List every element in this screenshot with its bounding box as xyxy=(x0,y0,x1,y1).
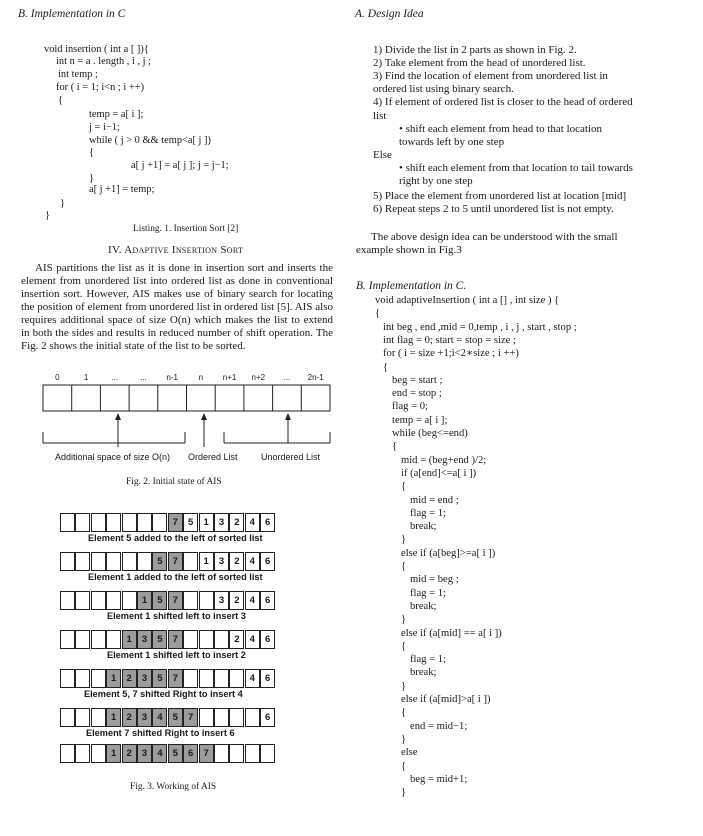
grid-cell: 4 xyxy=(245,552,260,571)
grid-cell xyxy=(91,744,106,763)
design-step: right by one step xyxy=(399,175,473,187)
design-step: • shift each element from head to that location xyxy=(399,123,603,135)
code-line: beg = mid+1; xyxy=(410,773,468,785)
grid-cell xyxy=(137,513,152,532)
grid-cell: 6 xyxy=(183,744,198,763)
grid-cell: 1 xyxy=(106,708,121,727)
code-line: { xyxy=(401,561,407,572)
array-cell-dividers xyxy=(72,385,302,411)
grid-cell: 6 xyxy=(260,669,275,688)
grid-cell: 1 xyxy=(106,744,121,763)
grid-cell xyxy=(60,630,75,649)
design-step: 5) Place the element from unordered list at location [mid] xyxy=(373,190,627,202)
grid-cell: 3 xyxy=(137,744,152,763)
code-line: beg = start ; xyxy=(392,374,443,386)
grid-cell xyxy=(260,744,275,763)
grid-cell: 2 xyxy=(229,591,244,610)
design-summary-line1: The above design idea can be understood with the small xyxy=(371,231,618,243)
code-line: void adaptiveInsertion ( int a [] , int size ) { xyxy=(375,295,560,306)
code-line: end = mid−1; xyxy=(410,720,468,732)
grid-cell: 1 xyxy=(137,591,152,610)
arrow-additional-head xyxy=(115,413,121,420)
code-line: flag = 0; xyxy=(392,401,428,413)
grid-cell xyxy=(91,630,106,649)
code-line: void insertion ( int a [ ]){ xyxy=(44,44,149,55)
code-line: temp = a[ i ]; xyxy=(89,109,144,120)
grid-cell xyxy=(183,552,198,571)
code-line: a[ j +1] = temp; xyxy=(89,184,155,195)
grid-cell xyxy=(122,552,137,571)
grid-cell: 3 xyxy=(214,513,229,532)
array-index-label: ... xyxy=(283,373,291,382)
label-additional-space: Additional space of size O(n) xyxy=(55,452,171,462)
grid-cell xyxy=(122,513,137,532)
grid-cell xyxy=(75,708,90,727)
grid-cell xyxy=(75,513,90,532)
code-line: int temp ; xyxy=(58,69,98,80)
code-line: } xyxy=(401,787,407,799)
grid-cell: 7 xyxy=(199,744,214,763)
grid-cell xyxy=(60,591,75,610)
code-line: j = i−1; xyxy=(89,122,120,133)
grid-cell: 7 xyxy=(168,591,183,610)
code-line: int n = a . length , i , j ; xyxy=(56,56,152,67)
code-line: else xyxy=(401,747,418,759)
code-line: break; xyxy=(410,667,437,679)
code-line: { xyxy=(383,361,389,373)
code-line: { xyxy=(58,95,63,106)
grid-cell: 7 xyxy=(168,513,183,532)
array-index-label: 0 xyxy=(55,373,60,382)
code-line: for ( i = size +1;i<2∗size ; i ++) xyxy=(383,348,519,360)
grid-cell: 2 xyxy=(229,513,244,532)
grid-cell: 6 xyxy=(260,591,275,610)
array-index-label: n xyxy=(198,373,204,382)
row-caption: Element 1 shifted left to insert 2 xyxy=(107,650,246,660)
grid-cell xyxy=(106,552,121,571)
grid-cell xyxy=(60,708,75,727)
grid-cell: 5 xyxy=(183,513,198,532)
design-summary-line2: example shown in Fig.3 xyxy=(356,244,462,256)
row-caption: Element 5 added to the left of sorted list xyxy=(88,533,263,543)
row-caption: Element 1 added to the left of sorted list xyxy=(88,572,263,582)
code-line: temp = a[ i ]; xyxy=(392,414,448,426)
code-line: mid = beg ; xyxy=(410,574,459,586)
grid-cell: 2 xyxy=(229,630,244,649)
code-line: for ( i = 1; i<n ; i ++) xyxy=(56,82,145,93)
code-line: else if (a[mid] == a[ i ]) xyxy=(401,627,502,639)
design-step: 1) Divide the list in 2 parts as shown in Fig. 2. xyxy=(373,44,577,56)
section-heading-design-idea: A. Design Idea xyxy=(355,8,424,20)
grid-cell xyxy=(214,669,229,688)
grid-cell xyxy=(91,552,106,571)
grid-cell: 2 xyxy=(122,708,137,727)
grid-cell: 6 xyxy=(260,708,275,727)
arrow-ordered-head xyxy=(201,413,207,420)
grid-cell: 4 xyxy=(245,669,260,688)
grid-cell xyxy=(199,669,214,688)
grid-cell xyxy=(75,630,90,649)
grid-cell: 5 xyxy=(152,630,167,649)
design-step: 3) Find the location of element from unordered list in xyxy=(373,70,608,82)
grid-cell: 7 xyxy=(168,669,183,688)
grid-cell xyxy=(199,630,214,649)
code-line: } xyxy=(401,680,407,692)
code-line: } xyxy=(401,534,407,546)
code-line: else if (a[beg]>=a[ i ]) xyxy=(401,547,496,559)
grid-cell xyxy=(60,552,75,571)
code-line: { xyxy=(392,441,398,453)
array-index-label: n-1 xyxy=(166,373,178,382)
ais-paragraph: AIS partitions the list as it is done in insertion sort and inserts the element from unordered list into ordered list as done in conventional insertion sort. However, AIS makes use of binary search for locating the position of element from unordered list in ordered list [5]. AIS also requires additional space of size O(n) which makes the list to extend in both the sides and results in reduced number of shift operation. The Fig. 2 shows the initial state of the list to be sorted. xyxy=(21,262,333,352)
grid-cell: 2 xyxy=(229,552,244,571)
grid-cell: 7 xyxy=(168,630,183,649)
grid-cell xyxy=(183,591,198,610)
code-line: } xyxy=(45,210,50,221)
code-line: { xyxy=(401,640,407,652)
grid-cell: 2 xyxy=(122,744,137,763)
design-step: 4) If element of ordered list is closer to the head of ordered xyxy=(373,96,633,108)
grid-cell: 3 xyxy=(214,552,229,571)
code-line: { xyxy=(89,147,94,158)
section-heading-implementation: B. Implementation in C xyxy=(18,8,126,20)
grid-cell xyxy=(60,744,75,763)
code-line: mid = end ; xyxy=(410,494,459,506)
label-unordered-list: Unordered List xyxy=(261,452,321,462)
grid-cell: 4 xyxy=(245,591,260,610)
grid-cell xyxy=(91,591,106,610)
grid-cell: 3 xyxy=(137,708,152,727)
grid-cell xyxy=(245,744,260,763)
grid-cell: 4 xyxy=(245,630,260,649)
grid-cell xyxy=(106,630,121,649)
code-line: } xyxy=(60,198,65,209)
design-step: Else xyxy=(373,149,392,161)
grid-cell: 5 xyxy=(152,669,167,688)
grid-cell: 6 xyxy=(260,552,275,571)
code-line: while (beg<=end) xyxy=(392,428,468,439)
array-index-label: n+1 xyxy=(222,373,237,382)
grid-cell: 6 xyxy=(260,513,275,532)
section-heading-adaptive-insertion-sort: IV. Adaptive Insertion Sort xyxy=(108,244,244,256)
grid-cell xyxy=(60,513,75,532)
design-step: 6) Repeat steps 2 to 5 until unordered list is not empty. xyxy=(373,203,614,215)
grid-cell: 7 xyxy=(168,552,183,571)
code-line: } xyxy=(401,614,407,626)
label-ordered-list: Ordered List xyxy=(188,452,238,462)
section-heading-implementation-right: B. Implementation in C. xyxy=(356,280,467,292)
grid-cell: 5 xyxy=(168,708,183,727)
code-line: mid = (beg+end )/2; xyxy=(401,454,487,466)
array-index-label: n+2 xyxy=(251,373,266,382)
grid-cell xyxy=(91,708,106,727)
code-line: { xyxy=(401,481,407,493)
grid-cell: 4 xyxy=(152,744,167,763)
code-line: a[ j +1] = a[ j ]; j = j−1; xyxy=(131,160,229,171)
grid-cell xyxy=(75,744,90,763)
design-step: 2) Take element from the head of unordered list. xyxy=(373,57,586,69)
array-index-label: ... xyxy=(140,373,147,382)
grid-cell: 3 xyxy=(137,630,152,649)
grid-cell xyxy=(214,708,229,727)
code-line: { xyxy=(375,308,381,320)
grid-cell xyxy=(91,669,106,688)
figure-3-caption: Fig. 3. Working of AIS xyxy=(130,782,217,792)
code-line: int flag = 0; start = stop = size ; xyxy=(383,334,516,346)
grid-cell xyxy=(183,630,198,649)
grid-cell xyxy=(91,513,106,532)
grid-cell xyxy=(229,708,244,727)
grid-cell: 5 xyxy=(152,552,167,571)
code-line: { xyxy=(401,707,407,719)
grid-cell xyxy=(122,591,137,610)
grid-cell xyxy=(75,591,90,610)
code-line: else if (a[mid]>a[ i ]) xyxy=(401,694,491,705)
grid-cell: 3 xyxy=(214,591,229,610)
grid-cell xyxy=(183,669,198,688)
grid-cell xyxy=(60,669,75,688)
design-step: towards left by one step xyxy=(399,136,505,148)
grid-cell: 6 xyxy=(260,630,275,649)
array-index-label: ... xyxy=(111,373,119,382)
grid-cell: 5 xyxy=(152,591,167,610)
grid-cell xyxy=(199,708,214,727)
grid-cell xyxy=(199,591,214,610)
grid-cell xyxy=(229,744,244,763)
row-caption: Element 1 shifted left to insert 3 xyxy=(107,611,246,621)
code-line: end = stop ; xyxy=(392,388,442,400)
code-line: flag = 1; xyxy=(410,654,446,666)
grid-cell: 1 xyxy=(122,630,137,649)
code-line: } xyxy=(401,733,407,745)
code-line: } xyxy=(89,173,94,184)
code-line: break; xyxy=(410,521,437,533)
grid-cell: 5 xyxy=(168,744,183,763)
arrow-unordered-head xyxy=(285,413,291,420)
design-step: list xyxy=(373,110,387,122)
code-line: flag = 1; xyxy=(410,507,446,519)
grid-cell: 1 xyxy=(199,552,214,571)
design-step: ordered list using binary search. xyxy=(373,83,514,95)
grid-cell xyxy=(152,513,167,532)
grid-cell xyxy=(106,513,121,532)
array-index-label: 1 xyxy=(83,373,89,382)
grid-cell xyxy=(75,669,90,688)
code-line: while ( j > 0 && temp<a[ j ]) xyxy=(89,135,211,146)
grid-cell: 7 xyxy=(183,708,198,727)
code-line: int beg , end ,mid = 0,temp , i , j , start , stop ; xyxy=(383,321,577,333)
grid-cell xyxy=(245,708,260,727)
grid-cell: 4 xyxy=(245,513,260,532)
grid-cell xyxy=(137,552,152,571)
code-line: break; xyxy=(410,600,437,612)
row-caption: Element 5, 7 shifted Right to insert 4 xyxy=(84,689,243,699)
grid-cell: 3 xyxy=(137,669,152,688)
grid-cell: 1 xyxy=(199,513,214,532)
grid-cell xyxy=(229,669,244,688)
grid-cell xyxy=(106,591,121,610)
grid-cell xyxy=(214,744,229,763)
grid-cell: 4 xyxy=(152,708,167,727)
code-line: if (a[end]<=a[ i ]) xyxy=(401,467,477,479)
grid-cell xyxy=(75,552,90,571)
code-line: { xyxy=(401,760,407,772)
array-index-label: 2n-1 xyxy=(307,373,324,382)
listing1-caption: Listing. 1. Insertion Sort [2] xyxy=(133,224,239,234)
design-step: • shift each element from that location to tail towards xyxy=(399,162,633,174)
grid-cell: 1 xyxy=(106,669,121,688)
row-caption: Element 7 shifted Right to insert 6 xyxy=(86,728,235,738)
grid-cell: 2 xyxy=(122,669,137,688)
code-line: flag = 1; xyxy=(410,587,446,599)
figure-2-caption: Fig. 2. Initial state of AIS xyxy=(126,477,222,487)
grid-cell xyxy=(214,630,229,649)
